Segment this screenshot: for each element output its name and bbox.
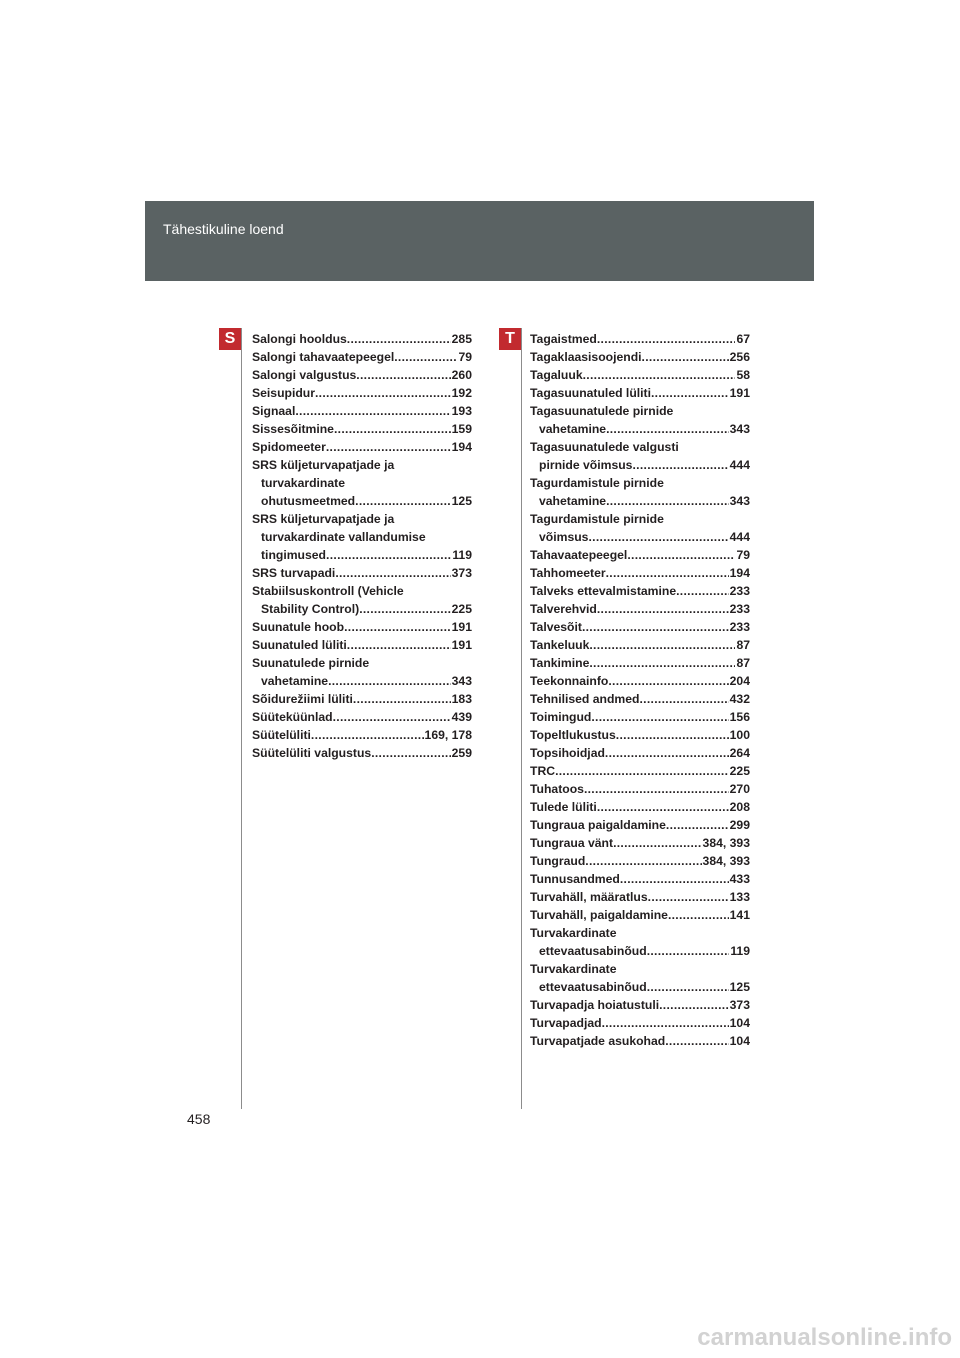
- index-entry: [252, 618, 472, 636]
- index-entry-term: Topsihoidjad: [530, 746, 605, 760]
- index-entry-page: 125: [451, 494, 472, 508]
- dot-leader: [632, 456, 728, 474]
- index-entry-term: pirnide võimsus: [539, 458, 633, 472]
- index-entry: [530, 996, 750, 1014]
- index-entry: [252, 510, 472, 564]
- index-entry: [530, 654, 750, 672]
- dot-leader: [597, 330, 736, 348]
- index-entry-term: Talverehvid: [530, 602, 597, 616]
- index-entry-term: Sissesõitmine: [252, 422, 334, 436]
- index-entry-page: 256: [729, 350, 750, 364]
- index-entry-term: Tahhomeeter: [530, 566, 606, 580]
- column-divider-right: [521, 328, 522, 1109]
- index-entry-term: Turvapadjad: [530, 1016, 602, 1030]
- dot-leader: [647, 978, 729, 996]
- index-entry-line: [252, 474, 472, 492]
- index-entry-page: 270: [729, 782, 750, 796]
- dot-leader: [353, 690, 451, 708]
- index-entry-term: Turvakardinate: [530, 926, 617, 940]
- index-entry-page: 119: [452, 548, 472, 562]
- index-entry: [530, 366, 750, 384]
- index-entry-line: [530, 996, 750, 1014]
- index-entry-page: 194: [729, 566, 750, 580]
- index-entry-term: Salongi hooldus: [252, 332, 347, 346]
- index-entry-term: Süütelüliti: [252, 728, 311, 742]
- dot-leader: [344, 618, 451, 636]
- index-entry-term: Tungraud: [530, 854, 586, 868]
- index-entry-line: [530, 924, 750, 942]
- index-entry: [530, 600, 750, 618]
- index-entry-term: Turvakardinate: [530, 962, 617, 976]
- index-entry-page: 156: [729, 710, 750, 724]
- index-entry-page: 87: [736, 656, 750, 670]
- index-entry-line: [252, 690, 472, 708]
- index-entry-line: [530, 330, 750, 348]
- dot-leader: [627, 546, 735, 564]
- index-entry-line: [530, 726, 750, 744]
- index-entry: [530, 402, 750, 438]
- index-entry-page: 104: [729, 1034, 750, 1048]
- index-entry: [252, 402, 472, 420]
- index-entry-line: [530, 546, 750, 564]
- index-entry-term: Tagaklaasisoojendi: [530, 350, 642, 364]
- index-entry-page: 100: [729, 728, 750, 742]
- index-entry-page: 233: [729, 584, 750, 598]
- index-entry-term: turvakardinate: [261, 476, 345, 490]
- index-entry-line: [530, 942, 750, 960]
- index-entry-term: Turvahäll, määratlus: [530, 890, 648, 904]
- index-entry-term: ettevaatusabinõud: [539, 980, 647, 994]
- index-entry-line: [252, 492, 472, 510]
- index-entry: [530, 618, 750, 636]
- index-entry-line: [252, 618, 472, 636]
- index-entry-line: [530, 744, 750, 762]
- dot-leader: [659, 996, 729, 1014]
- index-entry-term: võimsus: [539, 530, 589, 544]
- index-entry-line: [530, 1014, 750, 1032]
- dot-leader: [642, 348, 729, 366]
- dot-leader: [647, 942, 730, 960]
- index-entry-page: 343: [451, 674, 472, 688]
- index-entry-page: 259: [451, 746, 472, 760]
- dot-leader: [295, 402, 450, 420]
- index-entry-page: 439: [451, 710, 472, 724]
- index-entry-line: [252, 564, 472, 582]
- index-entry-page: 285: [451, 332, 472, 346]
- dot-leader: [651, 384, 729, 402]
- index-entry-term: vahetamine: [261, 674, 329, 688]
- dot-leader: [347, 636, 451, 654]
- index-entry-page: 79: [736, 548, 750, 562]
- index-entry: [252, 726, 472, 744]
- index-entry-line: [530, 1032, 750, 1050]
- index-entry-page: 133: [729, 890, 750, 904]
- index-entry-term: Spidomeeter: [252, 440, 326, 454]
- index-entry-line: [252, 348, 472, 366]
- index-entry: [530, 726, 750, 744]
- index-entry: [530, 798, 750, 816]
- dot-leader: [676, 582, 729, 600]
- index-entry-page: 444: [729, 458, 750, 472]
- index-entry-term: Signaal: [252, 404, 296, 418]
- index-entry-line: [530, 870, 750, 888]
- index-entry: [530, 384, 750, 402]
- index-entry-term: ettevaatusabinõud: [539, 944, 647, 958]
- index-entry-line: [530, 348, 750, 366]
- index-entry-line: [530, 492, 750, 510]
- index-entry-term: Süütelüliti valgustus: [252, 746, 372, 760]
- index-entry-term: ohutusmeetmed: [261, 494, 356, 508]
- index-entry-page: 193: [451, 404, 472, 418]
- dot-leader: [605, 744, 729, 762]
- index-entry-line: [530, 960, 750, 978]
- dot-leader: [585, 852, 701, 870]
- dot-leader: [315, 384, 451, 402]
- index-entry-term: Tagaluuk: [530, 368, 583, 382]
- dot-leader: [355, 492, 451, 510]
- index-entry-line: [530, 672, 750, 690]
- index-entry-term: Turvahäll, paigaldamine: [530, 908, 668, 922]
- index-entry-line: [530, 906, 750, 924]
- index-entry-line: [252, 456, 472, 474]
- index-entry-page: 141: [729, 908, 750, 922]
- index-entry: [530, 474, 750, 510]
- index-entry-term: Suunatule hoob: [252, 620, 345, 634]
- index-entry-term: Suunatulede pirnide: [252, 656, 370, 670]
- section-letter-s: S: [219, 328, 241, 350]
- index-entry-page: 169, 178: [424, 728, 472, 742]
- watermark-logo: [697, 1324, 952, 1352]
- index-entry: [530, 744, 750, 762]
- index-entry-term: Tunnusandmed: [530, 872, 620, 886]
- index-entry-term: Tankeluuk: [530, 638, 590, 652]
- index-entry-page: 225: [451, 602, 472, 616]
- index-entry-line: [252, 528, 472, 546]
- index-entry: [252, 420, 472, 438]
- dot-leader: [335, 564, 450, 582]
- index-entry: [252, 366, 472, 384]
- dot-leader: [665, 1032, 728, 1050]
- index-entry-page: 79: [458, 350, 472, 364]
- dot-leader: [591, 708, 728, 726]
- index-entry-line: [530, 420, 750, 438]
- index-entry: [252, 456, 472, 510]
- index-entry-term: Topeltlukustus: [530, 728, 616, 742]
- index-entry-page: 343: [729, 494, 750, 508]
- index-entry-page: 208: [729, 800, 750, 814]
- index-entry-page: 125: [729, 980, 750, 994]
- index-entry-term: Tuhatoos: [530, 782, 584, 796]
- dot-leader: [589, 654, 735, 672]
- index-entry-line: [530, 474, 750, 492]
- index-entry-term: Tulede lüliti: [530, 800, 597, 814]
- index-entry-term: Tagurdamistule pirnide: [530, 476, 664, 490]
- dot-leader: [608, 672, 728, 690]
- index-entry-page: 373: [729, 998, 750, 1012]
- index-entry-term: vahetamine: [539, 494, 607, 508]
- index-entry-page: 192: [451, 386, 472, 400]
- index-entry-term: Tagasuunatulede pirnide: [530, 404, 674, 418]
- index-entry: [252, 438, 472, 456]
- index-entry-line: [530, 510, 750, 528]
- index-entry-line: [530, 618, 750, 636]
- dot-leader: [311, 726, 424, 744]
- index-entry: [530, 690, 750, 708]
- dot-leader: [359, 600, 450, 618]
- index-entry-line: [530, 564, 750, 582]
- index-entry-line: [530, 600, 750, 618]
- index-entry: [530, 1032, 750, 1050]
- index-entry: [530, 888, 750, 906]
- index-entry-term: tingimused: [261, 548, 327, 562]
- index-entry-line: [530, 582, 750, 600]
- index-entry: [530, 834, 750, 852]
- index-entry-line: [252, 582, 472, 600]
- index-entry: [530, 672, 750, 690]
- index-entry-term: Turvapatjade asukohad: [530, 1034, 666, 1048]
- index-entry-line: [252, 438, 472, 456]
- dot-leader: [616, 726, 729, 744]
- index-entry-page: 432: [729, 692, 750, 706]
- dot-leader: [356, 366, 450, 384]
- dot-leader: [666, 816, 729, 834]
- dot-leader: [597, 600, 729, 618]
- index-entry-term: Teekonnainfo: [530, 674, 609, 688]
- index-entry-page: 194: [451, 440, 472, 454]
- index-entry: [530, 816, 750, 834]
- index-entry-page: 204: [729, 674, 750, 688]
- index-entry: [530, 330, 750, 348]
- index-entry-term: Tagurdamistule pirnide: [530, 512, 664, 526]
- index-entry-term: Toimingud: [530, 710, 592, 724]
- index-entry: [252, 384, 472, 402]
- index-entry-page: 87: [736, 638, 750, 652]
- index-entry-term: Stability Control): [261, 602, 360, 616]
- index-entry-line: [530, 798, 750, 816]
- index-entry: [252, 654, 472, 690]
- index-entry: [252, 330, 472, 348]
- index-entry-page: 264: [729, 746, 750, 760]
- index-entry-term: vahetamine: [539, 422, 607, 436]
- dot-leader: [584, 780, 729, 798]
- index-entry: [530, 960, 750, 996]
- index-entry-page: 260: [451, 368, 472, 382]
- dot-leader: [613, 834, 701, 852]
- index-entry-page: 58: [736, 368, 750, 382]
- dot-leader: [648, 888, 729, 906]
- index-entry: [530, 510, 750, 546]
- dot-leader: [347, 330, 451, 348]
- index-column-t: [530, 330, 750, 1050]
- dot-leader: [582, 618, 729, 636]
- index-entry-page: 384, 393: [702, 836, 750, 850]
- index-entry-term: Tungraua paigaldamine: [530, 818, 666, 832]
- index-entry-term: Süüteküünlad: [252, 710, 333, 724]
- index-entry-line: [252, 546, 472, 564]
- index-entry-term: Stabiilsuskontroll (Vehicle: [252, 584, 404, 598]
- index-entry: [530, 906, 750, 924]
- index-entry-term: Tahavaatepeegel: [530, 548, 628, 562]
- index-entry: [530, 1014, 750, 1032]
- index-entry-page: 433: [729, 872, 750, 886]
- index-entry-line: [252, 420, 472, 438]
- index-entry-page: 104: [729, 1016, 750, 1030]
- index-entry: [252, 348, 472, 366]
- index-entry: [252, 744, 472, 762]
- dot-leader: [555, 762, 729, 780]
- index-entry-line: [530, 654, 750, 672]
- index-entry-line: [252, 384, 472, 402]
- index-entry-page: 191: [729, 386, 750, 400]
- watermark-text: carmanualsonline.info: [697, 1324, 952, 1351]
- index-column-s: [252, 330, 472, 762]
- dot-leader: [589, 636, 735, 654]
- index-entry: [530, 852, 750, 870]
- index-entry-page: 67: [736, 332, 750, 346]
- dot-leader: [588, 528, 728, 546]
- index-entry-page: 373: [451, 566, 472, 580]
- index-entry-line: [530, 816, 750, 834]
- index-entry: [530, 870, 750, 888]
- dot-leader: [606, 420, 729, 438]
- index-entry-line: [530, 528, 750, 546]
- index-entry-page: 384, 393: [702, 854, 750, 868]
- index-entry-term: Turvapadja hoiatustuli: [530, 998, 660, 1012]
- index-entry-page: 183: [451, 692, 472, 706]
- page-number: 458: [187, 1111, 211, 1127]
- index-entry-term: Tankimine: [530, 656, 590, 670]
- index-entry: [252, 690, 472, 708]
- index-entry: [530, 780, 750, 798]
- index-entry-term: TRC: [530, 764, 556, 778]
- index-entry-term: turvakardinate vallandumise: [261, 530, 426, 544]
- index-entry-line: [530, 384, 750, 402]
- index-entry-page: 299: [729, 818, 750, 832]
- index-entry-term: Suunatuled lüliti: [252, 638, 347, 652]
- index-entry: [530, 348, 750, 366]
- index-entry-term: Tagaistmed: [530, 332, 597, 346]
- dot-leader: [371, 744, 450, 762]
- dot-leader: [334, 420, 451, 438]
- index-entry-line: [252, 510, 472, 528]
- index-entry-line: [530, 834, 750, 852]
- index-entry: [530, 582, 750, 600]
- index-entry: [252, 636, 472, 654]
- dot-leader: [333, 708, 451, 726]
- index-entry-page: 119: [730, 944, 750, 958]
- index-entry-line: [252, 366, 472, 384]
- dot-leader: [620, 870, 729, 888]
- index-entry: [530, 438, 750, 474]
- index-entry-page: 444: [729, 530, 750, 544]
- index-entry-line: [530, 438, 750, 456]
- index-entry-line: [530, 690, 750, 708]
- dot-leader: [394, 348, 457, 366]
- index-entry-line: [530, 852, 750, 870]
- index-entry-term: Sõidurežiimi lüliti: [252, 692, 353, 706]
- dot-leader: [583, 366, 736, 384]
- index-entry-line: [252, 330, 472, 348]
- index-entry: [252, 564, 472, 582]
- dot-leader: [326, 546, 451, 564]
- index-entry-term: Tagasuunatulede valgusti: [530, 440, 679, 454]
- index-entry-line: [252, 672, 472, 690]
- index-entry: [252, 708, 472, 726]
- index-entry-term: Tagasuunatuled lüliti: [530, 386, 651, 400]
- index-entry-page: 225: [729, 764, 750, 778]
- index-entry-term: Salongi valgustus: [252, 368, 357, 382]
- index-entry-line: [252, 726, 472, 744]
- dot-leader: [328, 672, 451, 690]
- index-entry-page: 191: [451, 638, 472, 652]
- index-entry-line: [530, 978, 750, 996]
- index-entry-term: SRS turvapadi: [252, 566, 336, 580]
- dot-leader: [606, 492, 729, 510]
- index-entry-page: 233: [729, 602, 750, 616]
- index-entry-line: [530, 366, 750, 384]
- index-entry-page: 191: [451, 620, 472, 634]
- index-entry: [530, 546, 750, 564]
- index-entry-line: [530, 456, 750, 474]
- index-entry-term: SRS küljeturvapatjade ja: [252, 458, 395, 472]
- page-header: [145, 201, 814, 281]
- index-entry-page: 343: [729, 422, 750, 436]
- dot-leader: [602, 1014, 729, 1032]
- index-entry-line: [252, 402, 472, 420]
- index-entry-term: Talvesõit: [530, 620, 582, 634]
- index-entry-term: Tehnilised andmed: [530, 692, 640, 706]
- index-entry-term: Tungraua vänt: [530, 836, 614, 850]
- index-entry: [530, 762, 750, 780]
- index-entry-line: [252, 636, 472, 654]
- index-entry-line: [530, 636, 750, 654]
- index-entry: [530, 564, 750, 582]
- index-entry-line: [252, 600, 472, 618]
- header-title: Tähestikuline loend: [163, 221, 284, 237]
- index-entry-line: [252, 744, 472, 762]
- dot-leader: [326, 438, 451, 456]
- dot-leader: [606, 564, 729, 582]
- index-entry-line: [530, 762, 750, 780]
- dot-leader: [597, 798, 729, 816]
- dot-leader: [639, 690, 728, 708]
- index-entry: [252, 582, 472, 618]
- index-entry-page: 159: [451, 422, 472, 436]
- index-entry-line: [530, 708, 750, 726]
- index-entry-line: [252, 654, 472, 672]
- section-letter-t: T: [499, 328, 521, 350]
- index-entry-line: [252, 708, 472, 726]
- column-divider-left: [241, 328, 242, 1109]
- index-entry-term: Seisupidur: [252, 386, 315, 400]
- index-entry-term: Salongi tahavaatepeegel: [252, 350, 395, 364]
- index-entry-line: [530, 402, 750, 420]
- index-entry: [530, 924, 750, 960]
- index-entry-term: SRS küljeturvapatjade ja: [252, 512, 395, 526]
- index-entry: [530, 636, 750, 654]
- index-entry-term: Talveks ettevalmistamine: [530, 584, 677, 598]
- index-entry-line: [530, 780, 750, 798]
- index-entry: [530, 708, 750, 726]
- index-entry-page: 233: [729, 620, 750, 634]
- index-entry-line: [530, 888, 750, 906]
- dot-leader: [668, 906, 729, 924]
